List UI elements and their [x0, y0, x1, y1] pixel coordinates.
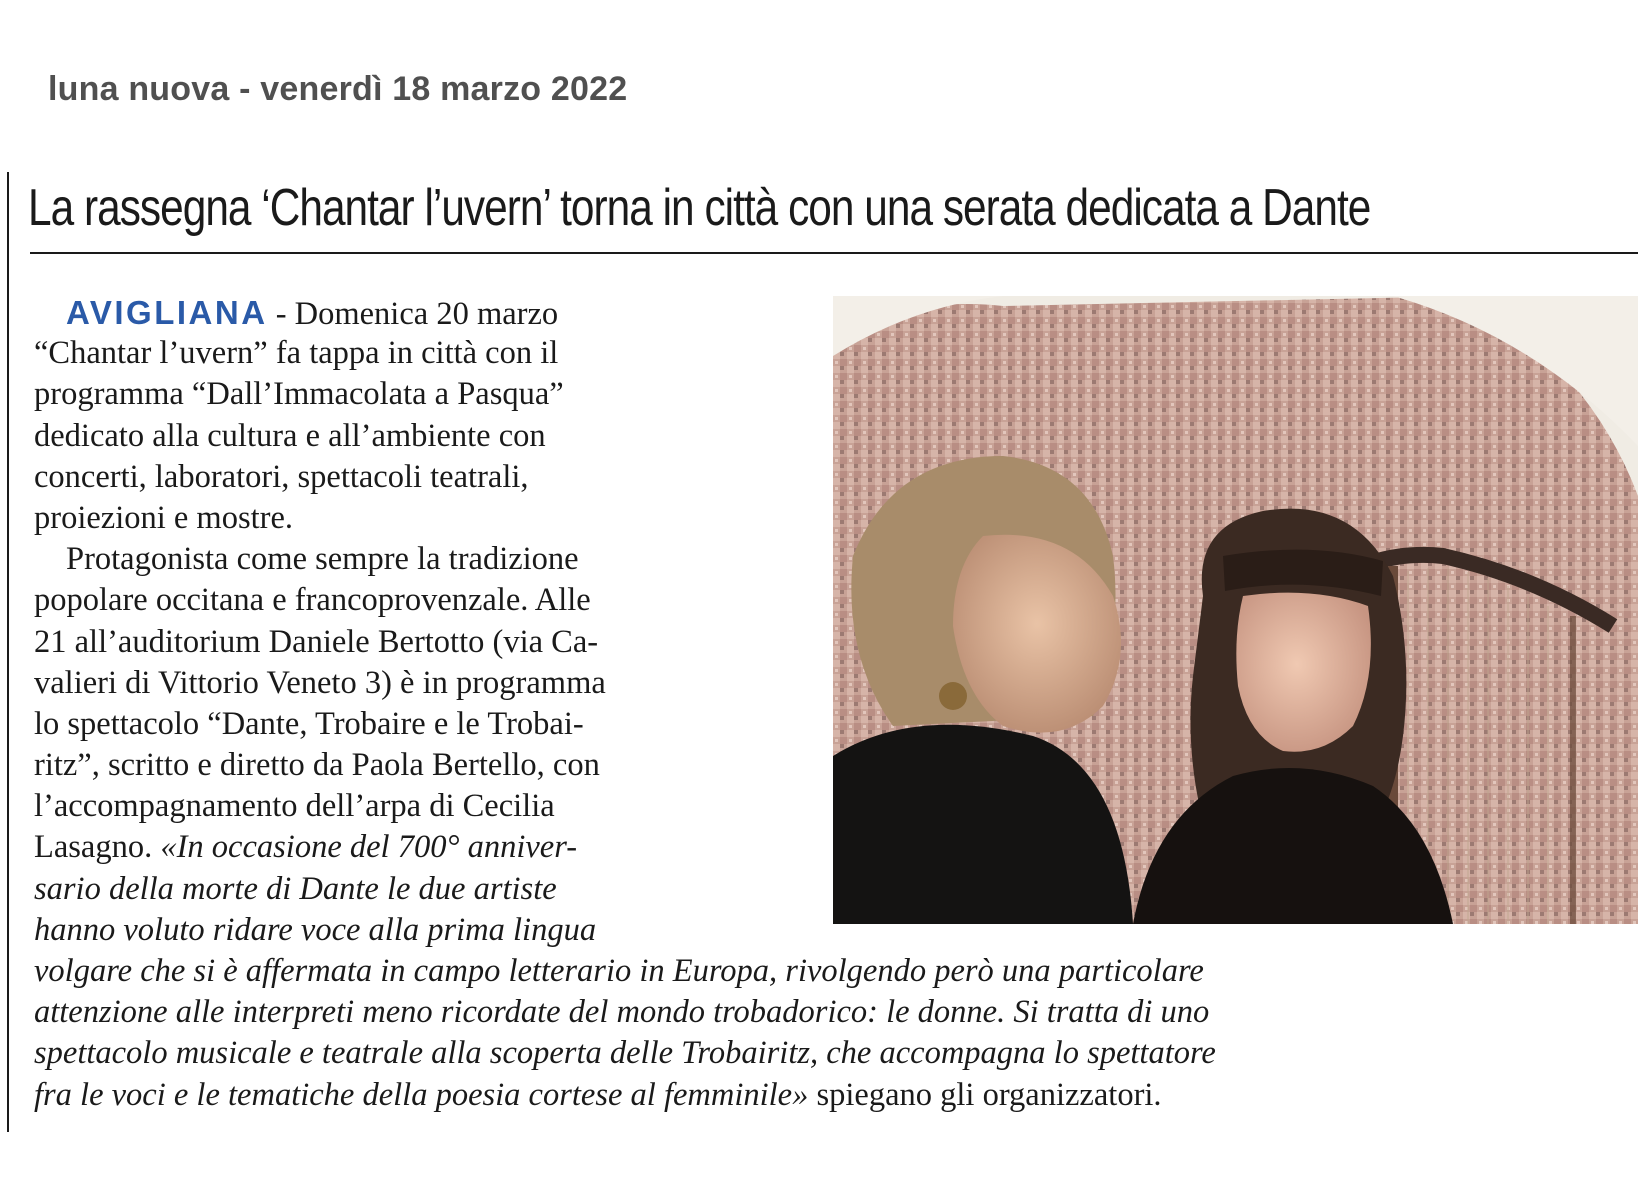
body-line: popolare occitana e francoprovenzale. Alle [34, 582, 591, 619]
body-line: concerti, laboratori, spettacoli teatrali, [34, 458, 529, 495]
body-line: programma “Dall’Immacolata a Pasqua” [34, 376, 564, 413]
headline: La rassegna ‘Chantar l’uvern’ torna in città con una serata dedicata a Dante [28, 179, 1371, 237]
body-line: dedicato alla cultura e all’ambiente con [34, 417, 546, 454]
body-line: volgare che si è affermata in campo letterario in Europa, rivolgendo però una particolare [34, 953, 1204, 989]
body-line: l’accompagnamento dell’arpa di Cecilia [34, 788, 555, 825]
body-line: proiezioni e mostre. [34, 499, 294, 536]
dateline: AVIGLIANA [66, 294, 268, 331]
body-line: lo spettacolo “Dante, Trobaire e le Trobai- [34, 705, 584, 742]
body-line: ritz”, scritto e diretto da Paola Bertello, con [34, 747, 600, 784]
body-line: hanno voluto ridare voce alla prima lingua [34, 911, 597, 948]
left-column-rule [7, 172, 9, 1132]
photo-of-two-women-with-harp [833, 296, 1638, 924]
body-line: spettacolo musicale e teatrale alla scoperta delle Trobairitz, che accompagna lo spettatore [34, 1035, 1216, 1072]
headline-rule [30, 252, 1638, 254]
quote-end: fra le voci e le tematiche della poesia cortese al femminile» [34, 1076, 809, 1113]
masthead: luna nuova - venerdì 18 marzo 2022 [48, 70, 628, 108]
body-line: Lasagno. «In occasione del 700° anniver- [34, 829, 578, 866]
body-line: attenzione alle interpreti meno ricordate del mondo trobadorico: le donne. Si tratta di uno [34, 994, 1210, 1031]
body-line: sario della morte di Dante le due artiste [34, 870, 557, 907]
body-line: fra le voci e le tematiche della poesia cortese al femminile» spiegano gli organizzatori. [34, 1076, 1162, 1113]
article-photo [833, 296, 1638, 924]
body-line: 21 all’auditorium Daniele Bertotto (via Ca- [34, 623, 599, 660]
quote: «In occasione del 700° anniver- [160, 829, 578, 866]
body-line: “Chantar l’uvern” fa tappa in città con il [34, 335, 559, 372]
body-line: valieri di Vittorio Veneto 3) è in programma [34, 664, 606, 701]
body-line: AVIGLIANA - Domenica 20 marzo [66, 294, 559, 332]
body-line: Protagonista come sempre la tradizione [66, 541, 579, 578]
